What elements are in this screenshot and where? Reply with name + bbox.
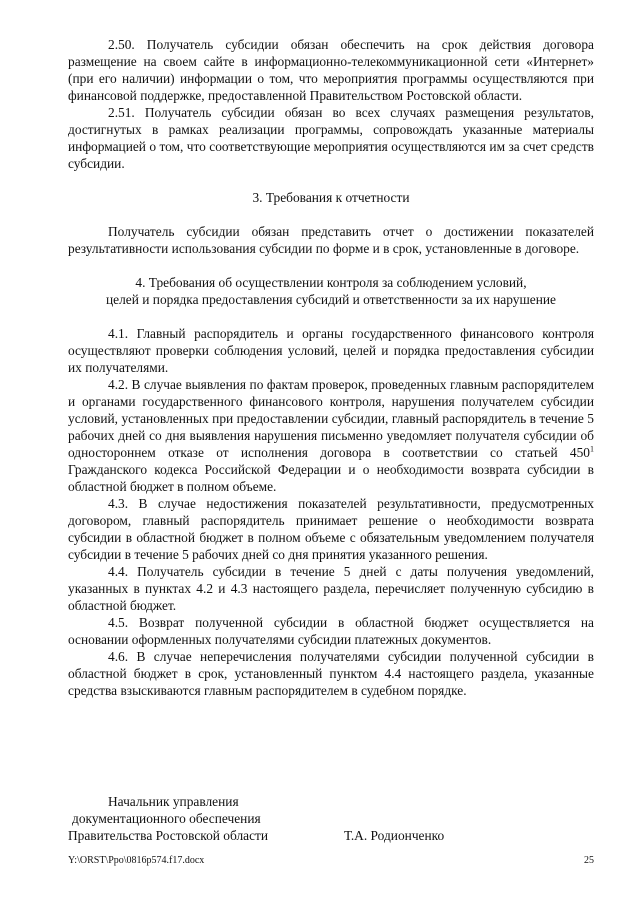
paragraph-2-51: 2.51. Получатель субсидии обязан во всех случаях размещения результатов, достигнутых в рамках реализации программы, сопровождать указанные материалы информацией о том, что соответствующие мероприятия осуществляются им за счет средств субсидии.: [68, 105, 594, 171]
document-body: [68, 36, 594, 699]
paragraph-4-6: 4.6. В случае неперечисления получателями субсидии полученной субсидии в областной бюджет в срок, установленный пунктом 4.4 настоящего раздела, указанные средства взыскиваются главным распорядителем в судебном порядке.: [68, 649, 594, 698]
signature-block: [68, 793, 594, 844]
paragraph-4-3: 4.3. В случае недостижения показателей результативности, предусмотренных договором, главный распорядитель принимает решение о необходимости возврата субсидии в областной бюджет в полном объеме с обязательным уведомлением получателя субсидии в течение 5 рабочих дней со дня принятия указанного решения.: [68, 496, 594, 562]
signatory-title: [68, 793, 594, 844]
signatory-title-line2: документационного обеспечения: [72, 811, 261, 826]
signatory-name: Т.А. Родионченко: [344, 828, 445, 843]
paragraph-2-50: 2.50. Получатель субсидии обязан обеспечить на срок действия договора размещение на своем сайте в информационно-телекоммуникационной сети «Интернет» (при его наличии) информации о том, что мероприятия программы осуществляются при финансовой поддержке, предоставленной Правительством Ростовской области.: [68, 37, 594, 103]
section-4-heading-line2: целей и порядка предоставления субсидий и ответственности за их нарушение: [106, 292, 556, 307]
page-number: 25: [584, 855, 594, 866]
section-3-heading: 3. Требования к отчетности: [252, 190, 410, 205]
section-4-heading-line1: 4. Требования об осуществлении контроля за соблюдением условий,: [135, 275, 527, 290]
article-superscript: 1: [590, 444, 594, 454]
signatory-title-line1: Начальник управления: [108, 794, 239, 809]
paragraph-4-2: [68, 376, 594, 495]
paragraph-4-4: 4.4. Получатель субсидии в течение 5 дней с даты получения уведомлений, указанных в пунктах 4.2 и 4.3 настоящего раздела, перечисляет полученную субсидию в областной бюджет.: [68, 564, 594, 613]
paragraph-4-1: 4.1. Главный распорядитель и органы государственного финансового контроля осуществляют проверки соблюдения условий, целей и порядка предоставления субсидии их получателями.: [68, 326, 594, 375]
section-3-text: Получатель субсидии обязан представить отчет о достижении показателей результативности использования субсидии по форме и в срок, установленные в договоре.: [68, 224, 594, 256]
paragraph-4-5: 4.5. Возврат полученной субсидии в областной бюджет осуществляется на основании оформленных получателями субсидии платежных документов.: [68, 615, 594, 647]
paragraph-4-2-part-a: 4.2. В случае выявления по фактам проверок, проведенных главным распорядителем и органами государственного финансового контроля, нарушения получателем субсидии условий, установленных при предоставлении субсидии, главный распорядитель в течение 5 рабочих дней со дня выявления нарушения письменно уведомляет получателя субсидии об одностороннем отказе от исполнения договора в соответствии со статьей 450: [68, 377, 594, 460]
file-path: Y:\ORST\Ppo\0816p574.f17.docx: [68, 855, 205, 866]
signatory-title-line3: Правительства Ростовской области: [68, 828, 269, 843]
paragraph-4-2-part-b: Гражданского кодекса Российской Федерации и о необходимости возврата субсидии в областной бюджет в полном объеме.: [68, 462, 594, 494]
